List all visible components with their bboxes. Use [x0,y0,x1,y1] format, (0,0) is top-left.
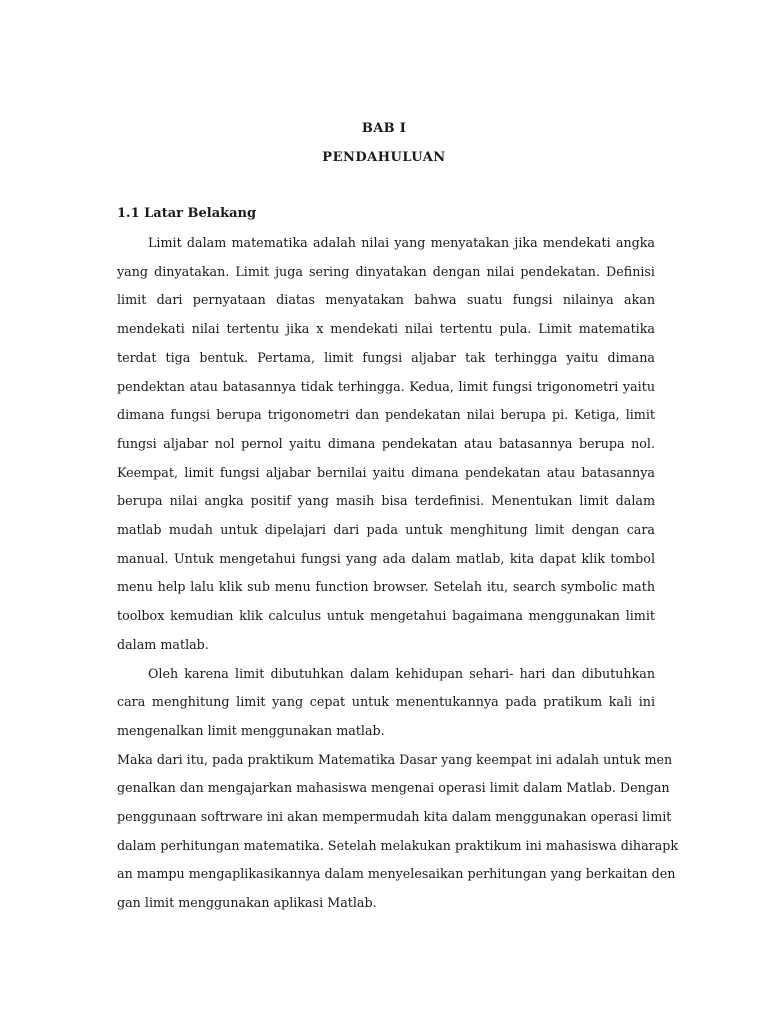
section-heading: 1.1 Latar Belakang [117,206,257,221]
paragraph-3-line: an mampu mengaplikasikannya dalam menyelesaikan perhitungan yang berkaitan den [117,866,676,882]
paragraph-3-line: gan limit menggunakan aplikasi Matlab. [117,895,377,911]
paragraph-2: Oleh karena limit dibutuhkan dalam kehidupan sehari- hari dan dibutuhkan cara menghitung limit yang cepat untuk menentukannya pada pratikum kali ini mengenalkan limit menggunakan matlab. [117,665,655,738]
chapter-title: PENDAHULUAN [322,150,446,165]
paragraph-3-line: penggunaan softrware ini akan mempermudah kita dalam menggunakan operasi limit [117,809,672,825]
chapter-number: BAB I [361,121,407,136]
paragraph-3-line: dalam perhitungan matematika. Setelah melakukan praktikum ini mahasiswa diharapk [117,837,679,853]
paragraph-3 [117,746,679,918]
paragraph-3-line: genalkan dan mengajarkan mahasiswa mengenai operasi limit dalam Matlab. Dengan [117,780,670,796]
body-text [117,229,679,918]
paragraph-1: Limit dalam matematika adalah nilai yang menyatakan jika mendekati angka yang dinyatakan. Limit juga sering dinyatakan dengan nilai pendekatan. Definisi limit dari pernyataan diatas menyatakan bahwa suatu fungsi nilainya akan mendekati nilai tertentu jika x mendekati nilai tertentu pula. Limit matematika terdat tiga bentuk. Pertama, limit fungsi aljabar tak terhingga yaitu dimana pendektan atau batasannya tidak terhingga. Kedua, limit fungsi trigonometri yaitu dimana fungsi berupa trigonometri dan pendekatan nilai berupa pi. Ketiga, limit fungsi aljabar nol pernol yaitu dimana pendekatan atau batasannya berupa nol. Keempat, limit fungsi aljabar bernilai yaitu dimana pendekatan atau batasannya berupa nilai angka positif yang masih bisa terdefinisi. Menentukan limit dalam matlab mudah untuk dipelajari dari pada untuk menghitung limit dengan cara manual. Untuk mengetahui fungsi yang ada dalam matlab, kita dapat klik tombol menu help lalu klik sub menu function browser. Setelah itu, search symbolic math toolbox kemudian klik calculus untuk mengetahui bagaimana menggunakan limit dalam matlab. [117,235,655,652]
paragraph-3-line: Maka dari itu, pada praktikum Matematika Dasar yang keempat ini adalah untuk men [117,751,673,767]
